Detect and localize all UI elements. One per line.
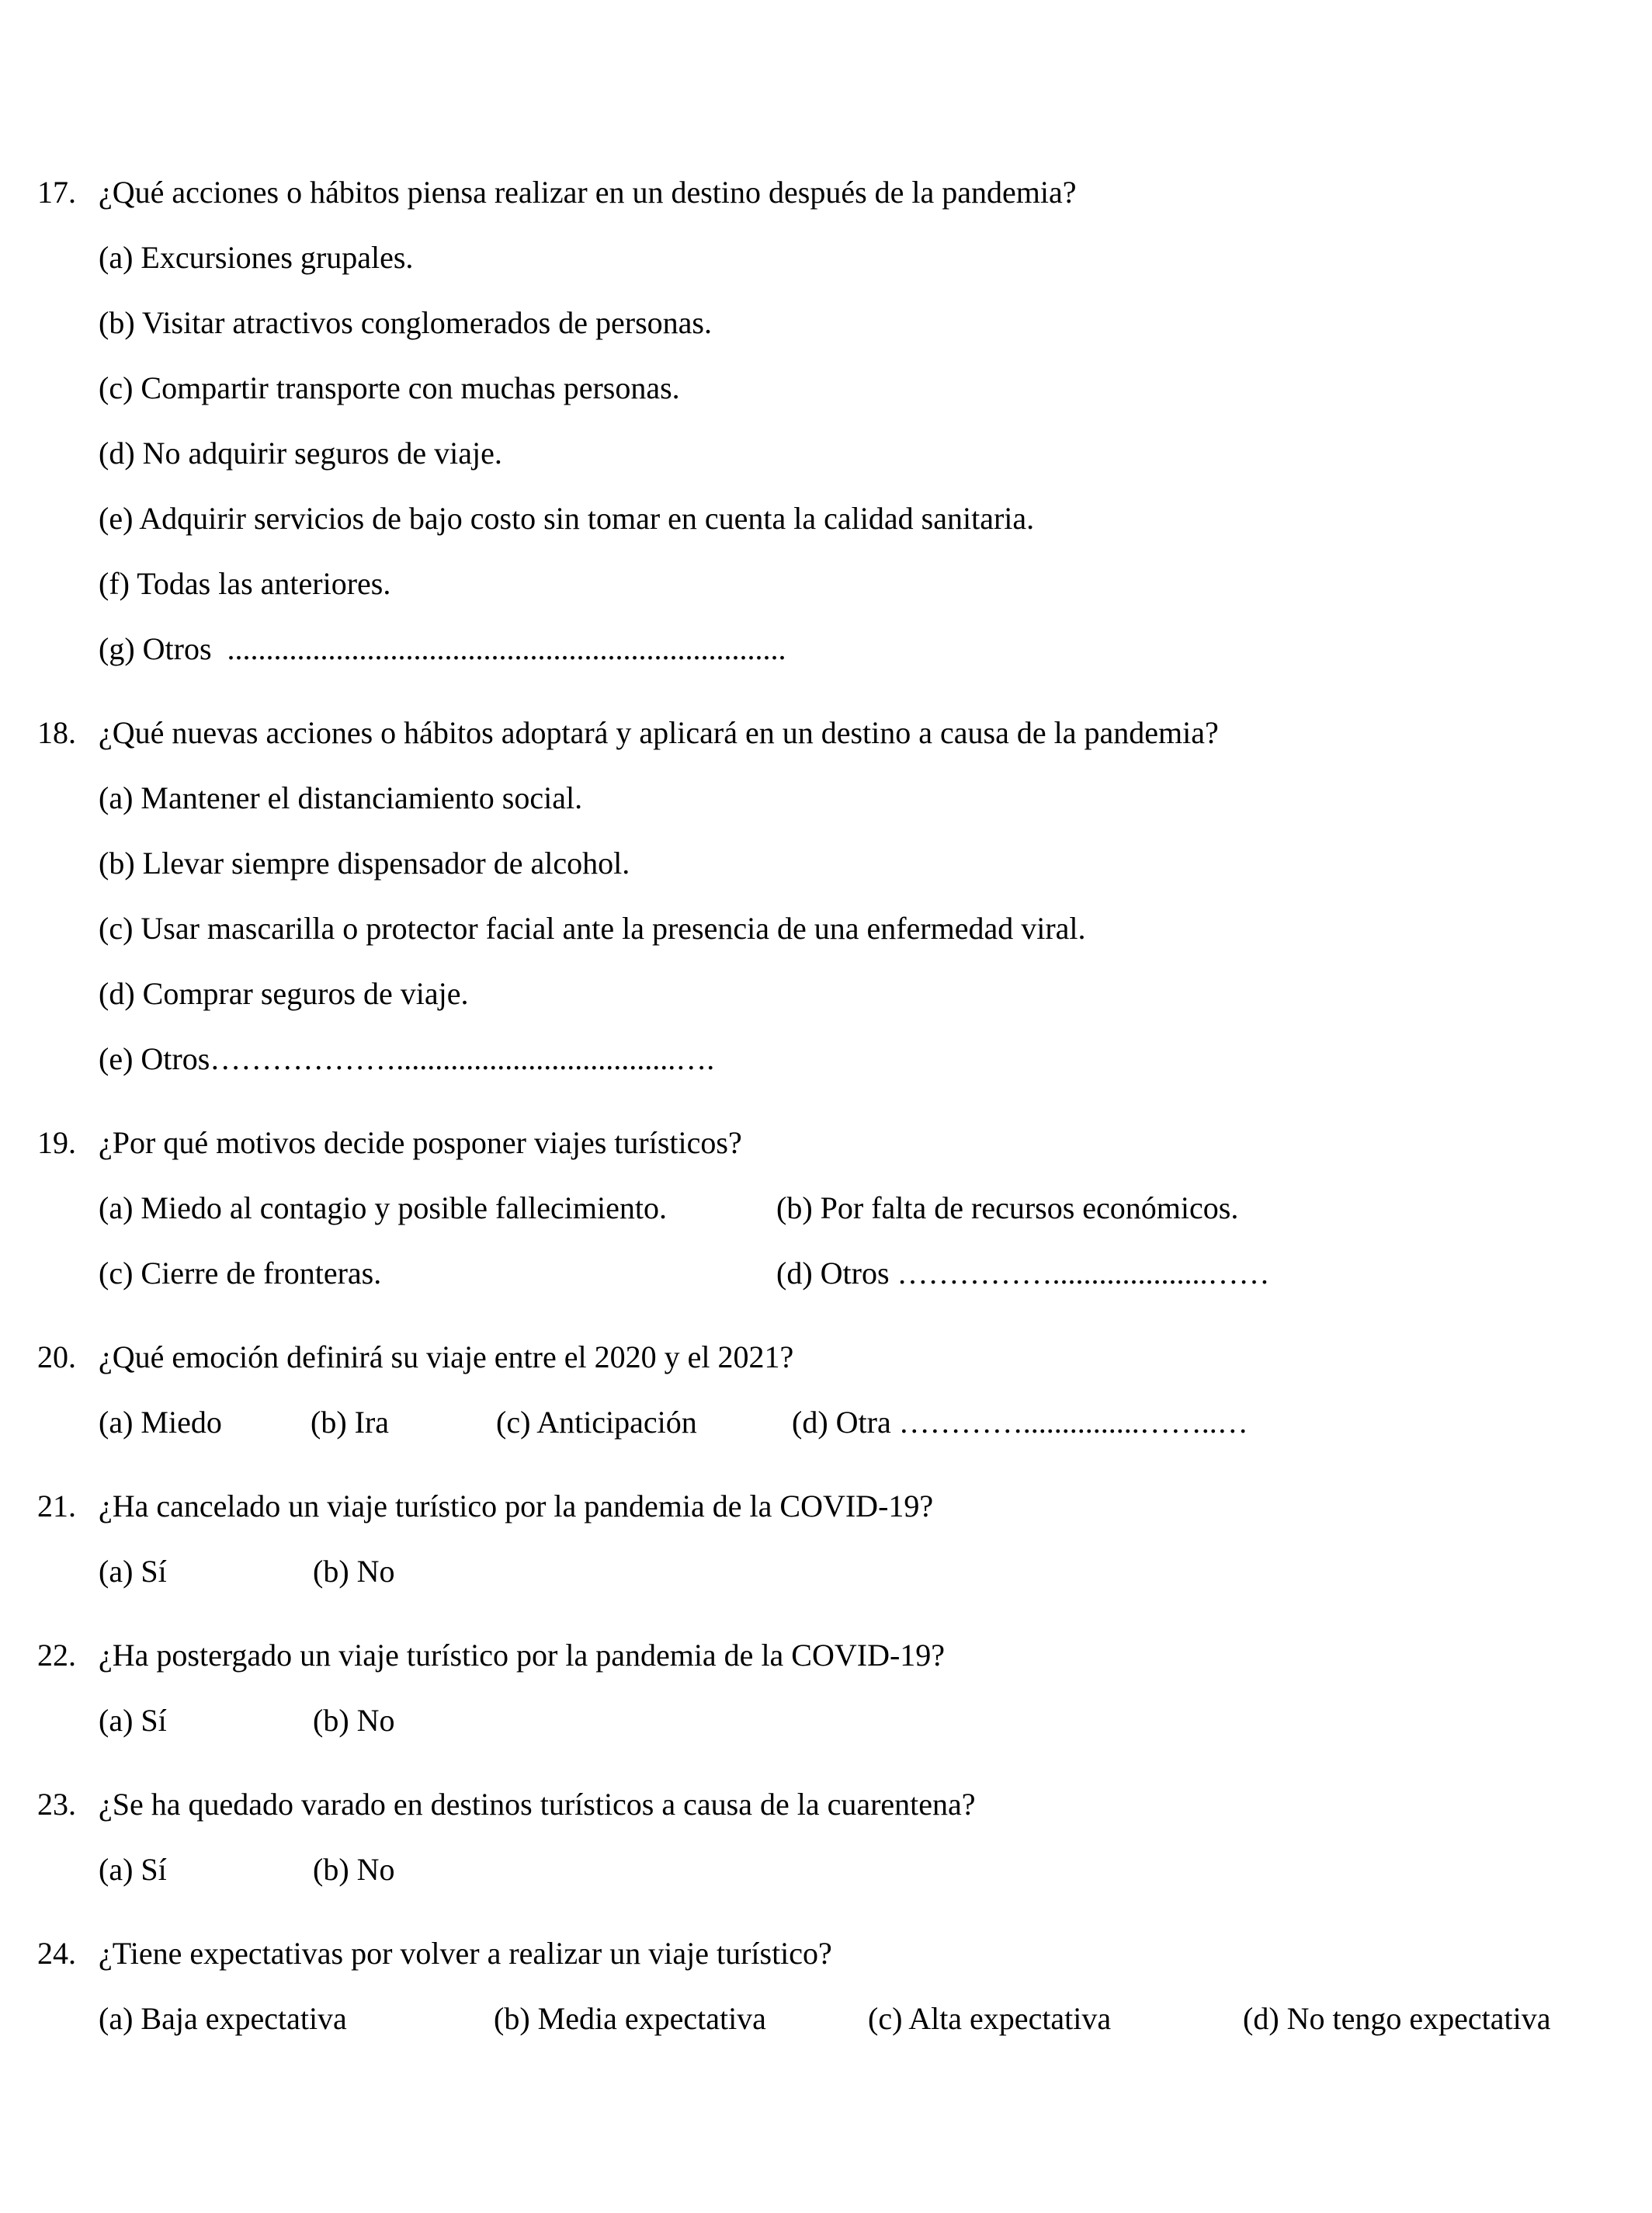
question-21-heading bbox=[0, 1474, 1652, 1539]
question-17-option-row bbox=[0, 551, 1652, 617]
question-22 bbox=[0, 1623, 1652, 1753]
question-17-option-row bbox=[0, 356, 1652, 421]
question-22-option-row bbox=[0, 1688, 1652, 1753]
question-23-option-a-si: (a) Sí bbox=[99, 1852, 167, 1887]
question-18-option-b: (b) Llevar siempre dispensador de alcohol. bbox=[99, 846, 630, 881]
question-18-option-row bbox=[0, 896, 1652, 961]
question-21-text: ¿Ha cancelado un viaje turístico por la pandemia de la COVID-19? bbox=[99, 1489, 934, 1523]
question-19-heading bbox=[0, 1110, 1652, 1176]
question-18-number: 18. bbox=[37, 715, 76, 750]
question-19 bbox=[0, 1110, 1652, 1306]
question-23-option-b-no: (b) No bbox=[313, 1852, 395, 1887]
question-17-option-b: (b) Visitar atractivos conglomerados de personas. bbox=[99, 305, 712, 340]
question-21 bbox=[0, 1474, 1652, 1604]
question-19-option-d-otros-blank: (d) Otros ……………....................…… bbox=[776, 1256, 1270, 1291]
question-19-option-b: (b) Por falta de recursos económicos. bbox=[776, 1190, 1239, 1225]
question-23-heading bbox=[0, 1772, 1652, 1837]
question-18-option-d: (d) Comprar seguros de viaje. bbox=[99, 976, 469, 1011]
question-17-option-g-otros-blank: (g) Otros ........................................................................ bbox=[99, 631, 786, 666]
question-17-text: ¿Qué acciones o hábitos piensa realizar en un destino después de la pandemia? bbox=[99, 175, 1077, 210]
question-18-option-c: (c) Usar mascarilla o protector facial ante la presencia de una enfermedad viral. bbox=[99, 911, 1086, 946]
question-18-option-e-otros-blank: (e) Otros………………....................................…. bbox=[99, 1041, 715, 1076]
question-24-option-row bbox=[0, 1986, 1652, 2051]
question-23-option-row bbox=[0, 1837, 1652, 1902]
question-23-text: ¿Se ha quedado varado en destinos turísticos a causa de la cuarentena? bbox=[99, 1787, 976, 1822]
question-21-option-a-si: (a) Sí bbox=[99, 1554, 167, 1589]
question-18-option-row bbox=[0, 1027, 1652, 1092]
question-22-option-a-si: (a) Sí bbox=[99, 1703, 167, 1738]
question-18-option-row bbox=[0, 961, 1652, 1027]
question-17-option-row bbox=[0, 225, 1652, 290]
question-19-option-c: (c) Cierre de fronteras. bbox=[99, 1256, 382, 1291]
question-17-option-e: (e) Adquirir servicios de bajo costo sin tomar en cuenta la calidad sanitaria. bbox=[99, 501, 1035, 536]
question-20-option-row bbox=[0, 1390, 1652, 1455]
question-24 bbox=[0, 1921, 1652, 2051]
question-21-option-row bbox=[0, 1539, 1652, 1604]
question-18-option-row bbox=[0, 766, 1652, 831]
question-17-heading bbox=[0, 160, 1652, 225]
question-24-option-d: (d) No tengo expectativa bbox=[1243, 2001, 1551, 2036]
question-18 bbox=[0, 700, 1652, 1092]
question-20-option-c: (c) Anticipación bbox=[496, 1405, 697, 1440]
question-19-option-row bbox=[0, 1241, 1652, 1306]
question-23 bbox=[0, 1772, 1652, 1902]
question-18-text: ¿Qué nuevas acciones o hábitos adoptará y aplicará en un destino a causa de la pandemia? bbox=[99, 715, 1219, 750]
question-22-text: ¿Ha postergado un viaje turístico por la pandemia de la COVID-19? bbox=[99, 1638, 946, 1673]
question-17-option-row bbox=[0, 617, 1652, 682]
question-18-heading bbox=[0, 700, 1652, 766]
question-19-number: 19. bbox=[37, 1125, 76, 1160]
question-17-number: 17. bbox=[37, 175, 76, 210]
question-20-text: ¿Qué emoción definirá su viaje entre el 2020 y el 2021? bbox=[99, 1339, 794, 1374]
question-19-text: ¿Por qué motivos decide posponer viajes turísticos? bbox=[99, 1125, 742, 1160]
question-20-option-b: (b) Ira bbox=[311, 1405, 390, 1440]
question-21-option-b-no: (b) No bbox=[313, 1554, 395, 1589]
question-19-option-row bbox=[0, 1176, 1652, 1241]
question-24-heading bbox=[0, 1921, 1652, 1986]
question-17-option-row bbox=[0, 486, 1652, 551]
question-18-option-a: (a) Mantener el distanciamiento social. bbox=[99, 780, 583, 815]
question-21-number: 21. bbox=[37, 1489, 76, 1523]
question-22-number: 22. bbox=[37, 1638, 76, 1673]
question-23-number: 23. bbox=[37, 1787, 76, 1822]
question-24-number: 24. bbox=[37, 1936, 76, 1971]
question-24-option-a: (a) Baja expectativa bbox=[99, 2001, 347, 2036]
question-20-number: 20. bbox=[37, 1339, 76, 1374]
question-17-option-row bbox=[0, 290, 1652, 356]
question-20-option-a: (a) Miedo bbox=[99, 1405, 222, 1440]
question-17-option-a: (a) Excursiones grupales. bbox=[99, 240, 414, 275]
question-24-text: ¿Tiene expectativas por volver a realizar un viaje turístico? bbox=[99, 1936, 832, 1971]
question-24-option-c: (c) Alta expectativa bbox=[868, 2001, 1112, 2036]
question-22-option-b-no: (b) No bbox=[313, 1703, 395, 1738]
question-20-option-d-otra-blank: (d) Otra …………...............……..… bbox=[792, 1405, 1248, 1440]
question-17-option-row bbox=[0, 421, 1652, 486]
question-22-heading bbox=[0, 1623, 1652, 1688]
question-17-option-f: (f) Todas las anteriores. bbox=[99, 566, 391, 601]
question-20-heading bbox=[0, 1325, 1652, 1390]
question-24-option-b: (b) Media expectativa bbox=[494, 2001, 766, 2036]
question-19-option-a: (a) Miedo al contagio y posible fallecimiento. bbox=[99, 1190, 667, 1225]
question-20 bbox=[0, 1325, 1652, 1455]
question-17-option-d: (d) No adquirir seguros de viaje. bbox=[99, 436, 502, 471]
question-17-option-c: (c) Compartir transporte con muchas personas. bbox=[99, 370, 680, 405]
question-17 bbox=[0, 160, 1652, 682]
question-18-option-row bbox=[0, 831, 1652, 896]
